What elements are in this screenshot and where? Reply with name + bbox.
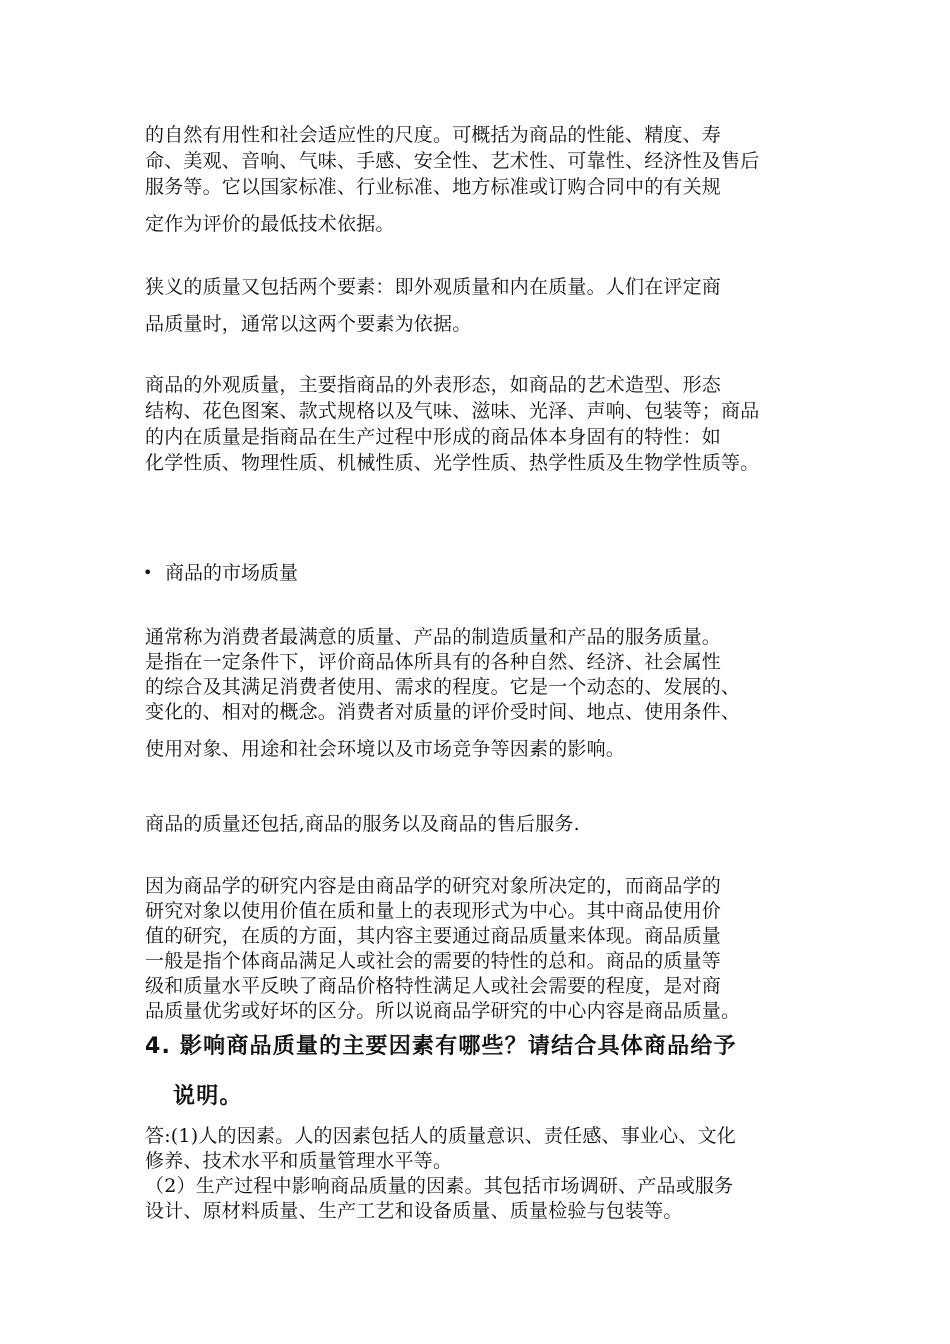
answer-line-3: （2）生产过程中影响商品质量的因素。其包括市场调研、产品或服务 <box>145 1175 734 1197</box>
paragraph-6-line-5: 级和质量水平反映了商品价格特性满足人或社会需要的程度，是对商 <box>145 975 722 997</box>
paragraph-1-line-2: 命、美观、音响、气味、手感、安全性、艺术性、可靠性、经济性及售后 <box>145 150 760 172</box>
paragraph-3-line-4: 化学性质、物理性质、机械性质、光学性质、热学性质及生物学性质等。 <box>145 452 760 474</box>
paragraph-3-line-3: 的内在质量是指商品在生产过程中形成的商品体本身固有的特性：如 <box>145 426 722 448</box>
paragraph-1-line-4: 定作为评价的最低技术依据。 <box>145 213 395 235</box>
question-heading-line-1: 4. 影响商品质量的主要因素有哪些？请结合具体商品给予 <box>145 1034 737 1059</box>
paragraph-6-line-1: 因为商品学的研究内容是由商品学的研究对象所决定的，而商品学的 <box>145 875 722 897</box>
paragraph-4-line-4: 变化的、相对的概念。消费者对质量的评价受时间、地点、使用条件、 <box>145 701 741 723</box>
paragraph-2-line-1: 狭义的质量又包括两个要素：即外观质量和内在质量。人们在评定商 <box>145 276 722 298</box>
paragraph-6-line-4: 一般是指个体商品满足人或社会的需要的特性的总和。商品的质量等 <box>145 950 722 972</box>
paragraph-3-line-1: 商品的外观质量，主要指商品的外表形态，如商品的艺术造型、形态 <box>145 374 722 396</box>
paragraph-6-line-2: 研究对象以使用价值在质和量上的表现形式为中心。其中商品使用价 <box>145 900 722 922</box>
bullet-item-market-quality: 商品的市场质量 <box>165 562 299 584</box>
paragraph-6-line-6: 品质量优劣或好坏的区分。所以说商品学研究的中心内容是商品质量。 <box>145 1000 741 1022</box>
paragraph-4-line-3: 的综合及其满足消费者使用、需求的程度。它是一个动态的、发展的、 <box>145 676 741 698</box>
paragraph-1-line-1: 的自然有用性和社会适应性的尺度。可概括为商品的性能、精度、寿 <box>145 124 722 146</box>
answer-line-1: 答:(1)人的因素。人的因素包括人的质量意识、责任感、事业心、文化 <box>145 1125 736 1147</box>
bullet-marker: • <box>143 563 153 582</box>
paragraph-4-line-2: 是指在一定条件下，评价商品体所具有的各种自然、经济、社会属性 <box>145 651 722 673</box>
question-heading-line-2: 说明。 <box>173 1084 243 1109</box>
paragraph-4-line-1: 通常称为消费者最满意的质量、产品的制造质量和产品的服务质量。 <box>145 626 722 648</box>
paragraph-2-line-2: 品质量时，通常以这两个要素为依据。 <box>145 313 472 335</box>
answer-line-4: 设计、原材料质量、生产工艺和设备质量、质量检验与包装等。 <box>145 1200 683 1222</box>
paragraph-6-line-3: 值的研究，在质的方面，其内容主要通过商品质量来体现。商品质量 <box>145 925 722 947</box>
paragraph-5-line-1: 商品的质量还包括,商品的服务以及商品的售后服务. <box>145 813 580 835</box>
paragraph-4-line-5: 使用对象、用途和社会环境以及市场竞争等因素的影响。 <box>145 738 626 760</box>
answer-line-2: 修养、技术水平和质量管理水平等。 <box>145 1150 453 1172</box>
paragraph-1-line-3: 服务等。它以国家标准、行业标准、地方标准或订购合同中的有关规 <box>145 176 722 198</box>
paragraph-3-line-2: 结构、花色图案、款式规格以及气味、滋味、光泽、声响、包装等；商品 <box>145 400 760 422</box>
